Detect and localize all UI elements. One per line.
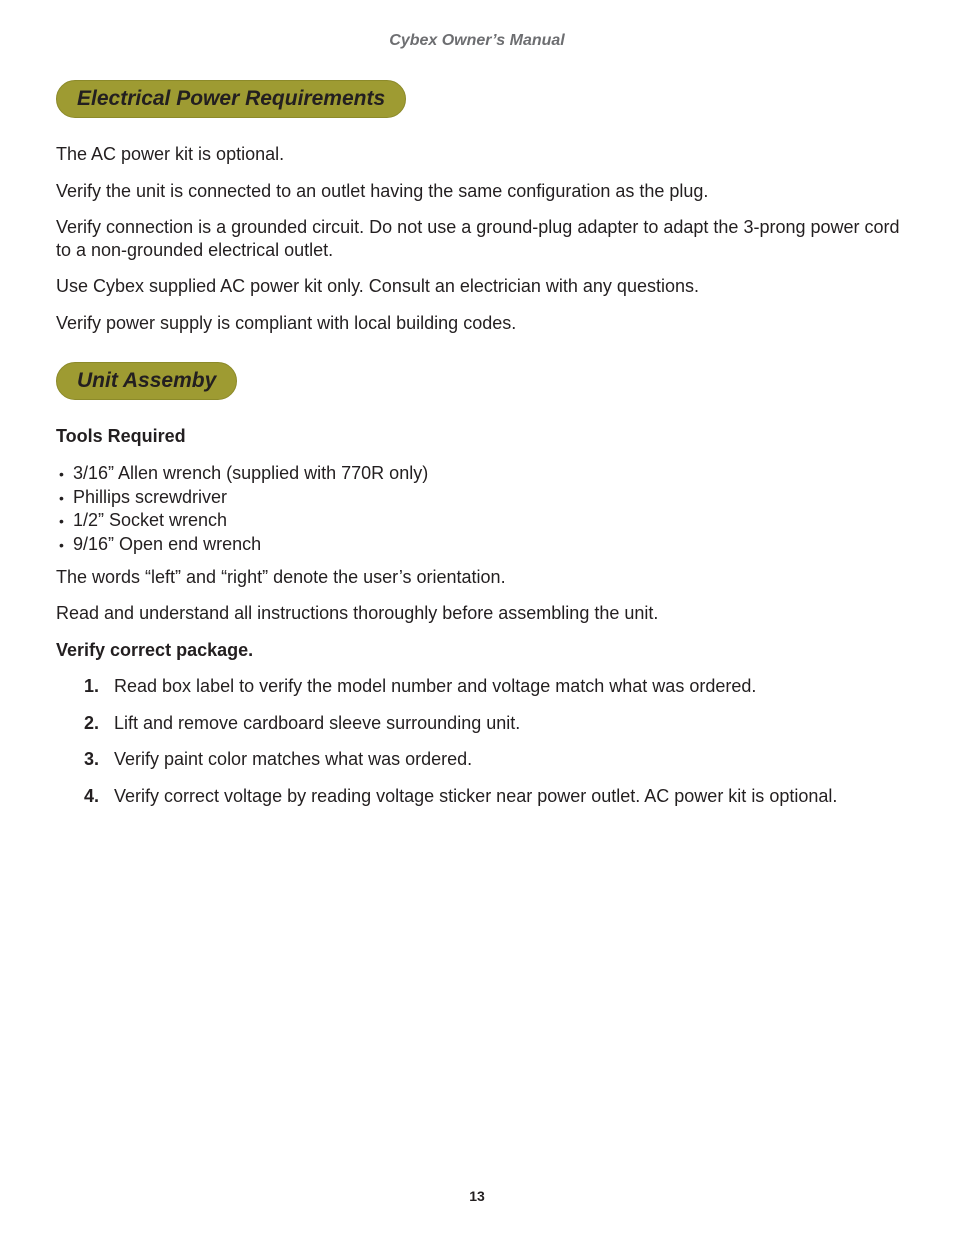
tool-label: 9/16” Open end wrench — [73, 533, 262, 554]
step-number: 3. — [84, 749, 100, 769]
list-item — [84, 712, 520, 735]
tools-list — [56, 462, 428, 556]
list-item — [84, 785, 837, 808]
list-item — [56, 462, 428, 486]
bullet-icon: • — [59, 536, 64, 553]
list-item — [56, 533, 428, 557]
running-header: Cybex Owner’s Manual — [389, 32, 565, 49]
paragraph-grounded-circuit: Verify connection is a grounded circuit. Do not use a ground-plug adapter to adapt the 3-prong power cord to a non-grounded electrical outlet. — [56, 217, 900, 260]
list-item — [84, 675, 756, 698]
step-text: Verify paint color matches what was ordered. — [114, 749, 473, 769]
paragraph-building-codes: Verify power supply is compliant with local building codes. — [56, 313, 517, 333]
tool-label: 1/2” Socket wrench — [73, 510, 228, 530]
step-text: Verify correct voltage by reading voltage sticker near power outlet. AC power kit is optional. — [114, 786, 838, 806]
step-number: 4. — [84, 786, 100, 806]
step-text: Read box label to verify the model number and voltage match what was ordered. — [114, 676, 757, 696]
bullet-icon: • — [59, 466, 64, 482]
verify-package-heading: Verify correct package. — [56, 640, 254, 660]
tool-label: Phillips screwdriver — [73, 486, 228, 507]
step-number: 2. — [84, 713, 100, 733]
paragraph-supplied-kit: Use Cybex supplied AC power kit only. Consult an electrician with any questions. — [56, 276, 699, 296]
step-text: Lift and remove cardboard sleeve surrounding unit. — [114, 713, 521, 733]
bullet-icon: • — [59, 489, 64, 506]
paragraph-ac-kit-optional: The AC power kit is optional. — [56, 144, 285, 164]
tool-label: 3/16” Allen wrench (supplied with 770R only) — [73, 463, 429, 483]
paragraph-outlet-configuration: Verify the unit is connected to an outlet having the same configuration as the plug. — [56, 181, 709, 201]
list-item — [84, 748, 472, 771]
bullet-icon: • — [59, 513, 64, 529]
tools-required-heading: Tools Required — [56, 426, 186, 446]
paragraph-orientation: The words “left” and “right” denote the user’s orientation. — [56, 567, 506, 587]
section-heading-unit-assembly: Unit Assemby — [56, 362, 237, 400]
page-number: 13 — [469, 1188, 485, 1204]
step-number: 1. — [84, 676, 100, 696]
paragraph-read-instructions: Read and understand all instructions thoroughly before assembling the unit. — [56, 603, 659, 623]
list-item — [56, 509, 428, 533]
list-item — [56, 486, 428, 510]
section-heading-electrical: Electrical Power Requirements — [56, 80, 406, 118]
